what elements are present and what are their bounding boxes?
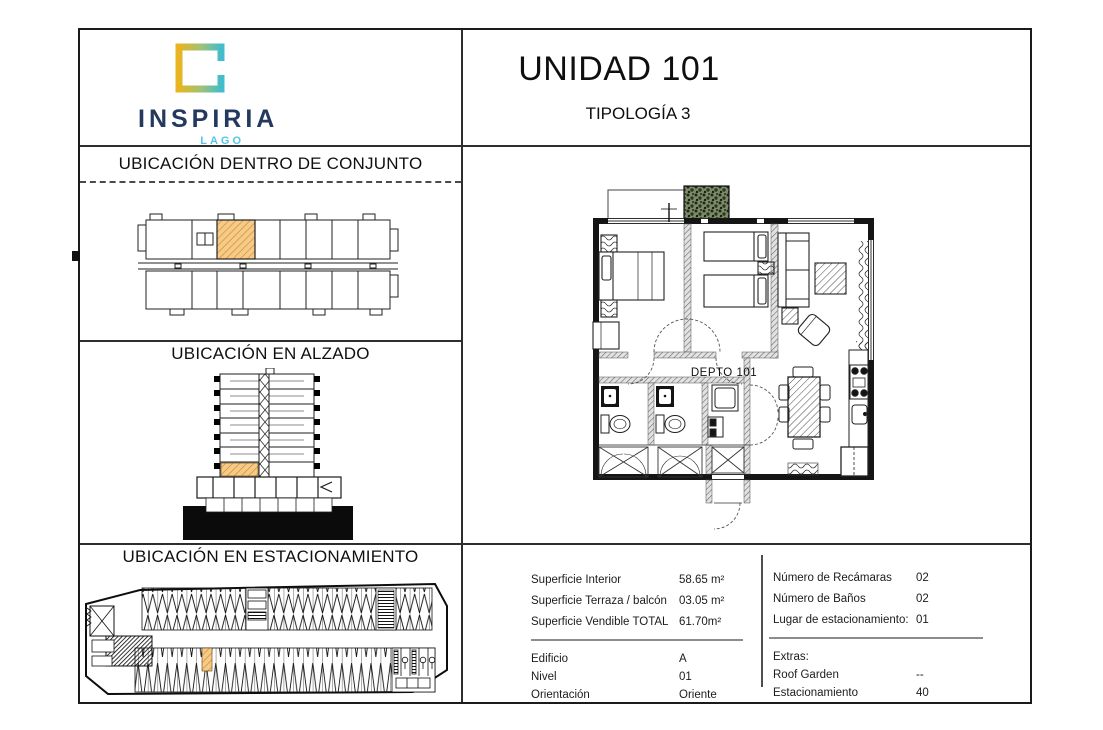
detail-label: Edificio xyxy=(531,653,569,665)
datasheet-frame xyxy=(78,28,1032,704)
section-title-alzado: UBICACIÓN EN ALZADO xyxy=(171,344,370,363)
detail-row xyxy=(531,611,757,632)
surface-details-panel xyxy=(531,543,757,704)
page-title: UNIDAD 101 xyxy=(518,50,720,88)
panel-rule xyxy=(531,639,743,641)
conjunto-title-underline xyxy=(80,181,461,183)
detail-row xyxy=(773,684,1005,702)
detail-label: Superficie Terraza / balcón xyxy=(531,594,667,607)
detail-value: -- xyxy=(916,669,924,681)
floor-plan-unit-label: DEPTO 101 xyxy=(690,367,758,379)
detail-row xyxy=(773,609,1005,630)
roof-garden-planter xyxy=(684,186,729,219)
detail-row xyxy=(531,569,757,590)
detail-value: 40 xyxy=(916,687,929,699)
left-edge-tick xyxy=(72,251,80,261)
detail-row xyxy=(531,686,757,704)
detail-value: 61.70m² xyxy=(679,615,722,628)
extras-title: Extras: xyxy=(773,651,809,663)
detail-row xyxy=(773,588,1005,609)
detail-value: Oriente xyxy=(679,689,717,701)
detail-label: Orientación xyxy=(531,689,590,701)
detail-row xyxy=(531,590,757,611)
detail-value: A xyxy=(679,653,687,665)
detail-label: Nivel xyxy=(531,671,557,683)
detail-value: 03.05 m² xyxy=(679,594,725,607)
parking-section xyxy=(80,572,461,703)
unit-info-panel xyxy=(773,543,1005,702)
elevation-drawing xyxy=(80,368,461,543)
detail-value: 01 xyxy=(679,671,692,683)
logo-tagline: LAGO xyxy=(200,135,244,147)
floor-plan-drawing xyxy=(462,145,1028,543)
detail-label: Roof Garden xyxy=(773,669,839,681)
detail-label: Estacionamiento xyxy=(773,687,859,699)
detail-row xyxy=(531,650,757,668)
detail-label: Número de Recámaras xyxy=(773,571,892,584)
detail-value: 01 xyxy=(916,613,929,626)
floor-plan-section xyxy=(462,145,1028,548)
elevation-section xyxy=(80,368,461,548)
panel-rule xyxy=(769,637,983,639)
detail-row xyxy=(773,567,1005,588)
detail-value: 02 xyxy=(916,571,929,584)
unit-details xyxy=(462,543,1028,700)
detail-row xyxy=(773,666,1005,684)
page-subtitle: TIPOLOGÍA 3 xyxy=(585,104,691,123)
site-plan-section xyxy=(80,185,461,345)
detail-value: 58.65 m² xyxy=(679,573,725,586)
detail-label: Número de Baños xyxy=(773,592,866,605)
detail-label: Lugar de estacionamiento: xyxy=(773,613,909,626)
logo-wordmark: INSPIRIA xyxy=(138,105,279,133)
section-title-estacionamiento: UBICACIÓN EN ESTACIONAMIENTO xyxy=(122,547,419,566)
detail-label: Superficie Interior xyxy=(531,573,622,586)
extras-title-row xyxy=(773,648,1005,666)
parking-plan-drawing xyxy=(80,572,461,698)
detail-row xyxy=(531,668,757,686)
details-divider xyxy=(761,555,763,687)
brand-logo xyxy=(138,42,279,147)
detail-label: Superficie Vendible TOTAL xyxy=(531,615,669,628)
detail-value: 02 xyxy=(916,592,929,605)
logo-square-icon xyxy=(171,42,227,98)
section-title-conjunto: UBICACIÓN DENTRO DE CONJUNTO xyxy=(118,154,423,173)
site-plan-drawing xyxy=(80,185,461,340)
